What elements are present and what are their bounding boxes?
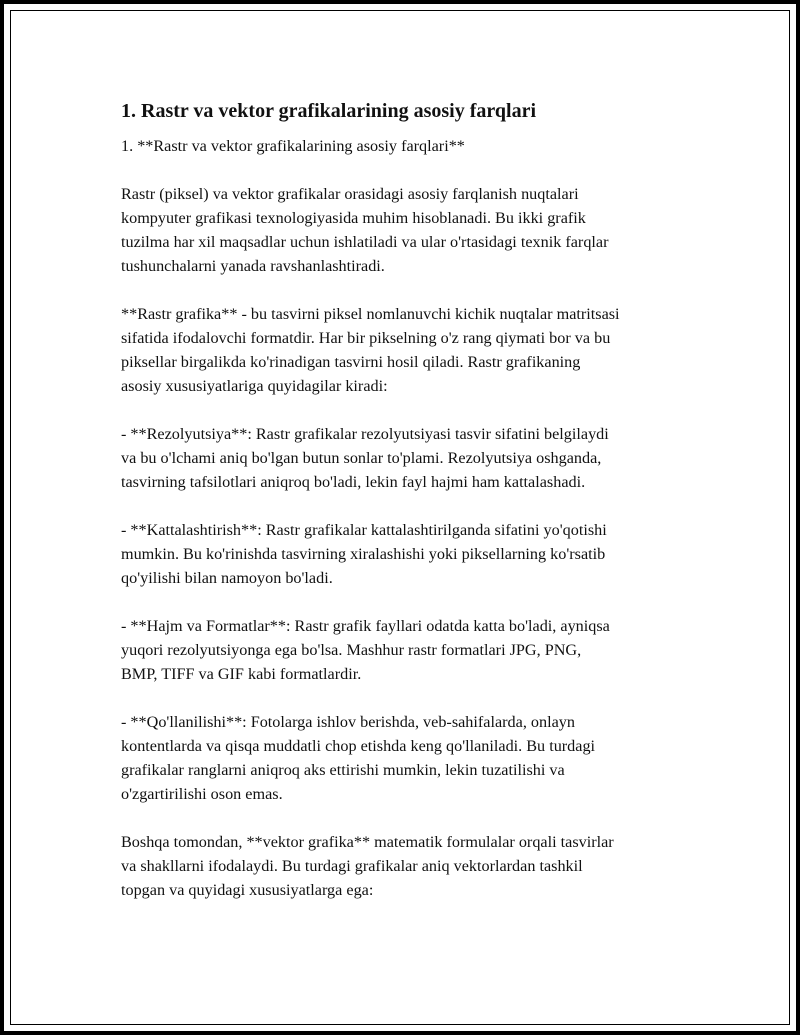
paragraph-line: kompyuter grafikasi texnologiyasida muhim hisoblanadi. Bu ikki grafik	[121, 209, 586, 227]
paragraph-line: piksellar birgalikda ko'rinadigan tasvirni hosil qiladi. Rastr grafikaning	[121, 353, 581, 371]
paragraph-line: - **Kattalashtirish**: Rastr grafikalar kattalashtirilganda sifatini yo'qotishi	[121, 521, 607, 539]
document-title: 1. Rastr va vektor grafikalarining asosiy farqlari	[121, 100, 536, 122]
paragraph	[121, 830, 701, 902]
paragraph-spacing	[121, 494, 701, 518]
paragraph-line: **Rastr grafika** - bu tasvirni piksel nomlanuvchi kichik nuqtalar matritsasi	[121, 305, 620, 323]
paragraph	[121, 518, 701, 590]
paragraph	[121, 182, 701, 278]
document-body	[121, 134, 701, 902]
paragraph-line: tuzilma har xil maqsadlar uchun ishlatiladi va ular o'rtasidagi texnik farqlar	[121, 233, 609, 251]
paragraph-line: tushunchalarni yanada ravshanlashtiradi.	[121, 257, 385, 275]
paragraph-line: topgan va quyidagi xususiyatlarga ega:	[121, 881, 374, 899]
paragraph-line: - **Hajm va Formatlar**: Rastr grafik fayllari odatda katta bo'ladi, ayniqsa	[121, 617, 610, 635]
paragraph-line: mumkin. Bu ko'rinishda tasvirning xiralashishi yoki piksellarning ko'rsatib	[121, 545, 606, 563]
paragraph-line: qo'yilishi bilan namoyon bo'ladi.	[121, 569, 333, 587]
paragraph-spacing	[121, 158, 701, 182]
paragraph-line: 1. **Rastr va vektor grafikalarining asosiy farqlari**	[121, 137, 465, 155]
paragraph-line: - **Rezolyutsiya**: Rastr grafikalar rezolyutsiyasi tasvir sifatini belgilaydi	[121, 425, 609, 443]
paragraph-line: tasvirning tafsilotlari aniqroq bo'ladi, lekin fayl hajmi ham kattalashadi.	[121, 473, 586, 491]
paragraph-spacing	[121, 686, 701, 710]
paragraph-line: kontentlarda va qisqa muddatli chop etishda keng qo'llaniladi. Bu turdagi	[121, 737, 596, 755]
document-content	[121, 98, 701, 902]
paragraph-line: Boshqa tomondan, **vektor grafika** matematik formulalar orqali tasvirlar	[121, 833, 614, 851]
paragraph-line: BMP, TIFF va GIF kabi formatlardir.	[121, 665, 362, 683]
title-spacing	[121, 124, 701, 134]
paragraph	[121, 302, 701, 398]
paragraph-line: yuqori rezolyutsiyonga ega bo'lsa. Mashhur rastr formatlari JPG, PNG,	[121, 641, 582, 659]
paragraph-spacing	[121, 806, 701, 830]
paragraph-line: asosiy xususiyatlariga quyidagilar kiradi:	[121, 377, 388, 395]
paragraph-spacing	[121, 278, 701, 302]
paragraph	[121, 422, 701, 494]
paragraph-spacing	[121, 590, 701, 614]
paragraph	[121, 614, 701, 686]
paragraph-line: sifatida ifodalovchi formatdir. Har bir pikselning o'z rang qiymati bor va bu	[121, 329, 611, 347]
paragraph-line: grafikalar ranglarni aniqroq aks ettirishi mumkin, lekin tuzatilishi va	[121, 761, 565, 779]
paragraph	[121, 710, 701, 806]
paragraph-line: - **Qo'llanilishi**: Fotolarga ishlov berishda, veb-sahifalarda, onlayn	[121, 713, 575, 731]
paragraph-line: o'zgartirilishi oson emas.	[121, 785, 283, 803]
paragraph-line: va bu o'lchami aniq bo'lgan butun sonlar to'plami. Rezolyutsiya oshganda,	[121, 449, 602, 467]
paragraph-line: Rastr (piksel) va vektor grafikalar orasidagi asosiy farqlanish nuqtalari	[121, 185, 579, 203]
paragraph	[121, 134, 701, 158]
paragraph-spacing	[121, 398, 701, 422]
paragraph-line: va shakllarni ifodalaydi. Bu turdagi grafikalar aniq vektorlardan tashkil	[121, 857, 583, 875]
